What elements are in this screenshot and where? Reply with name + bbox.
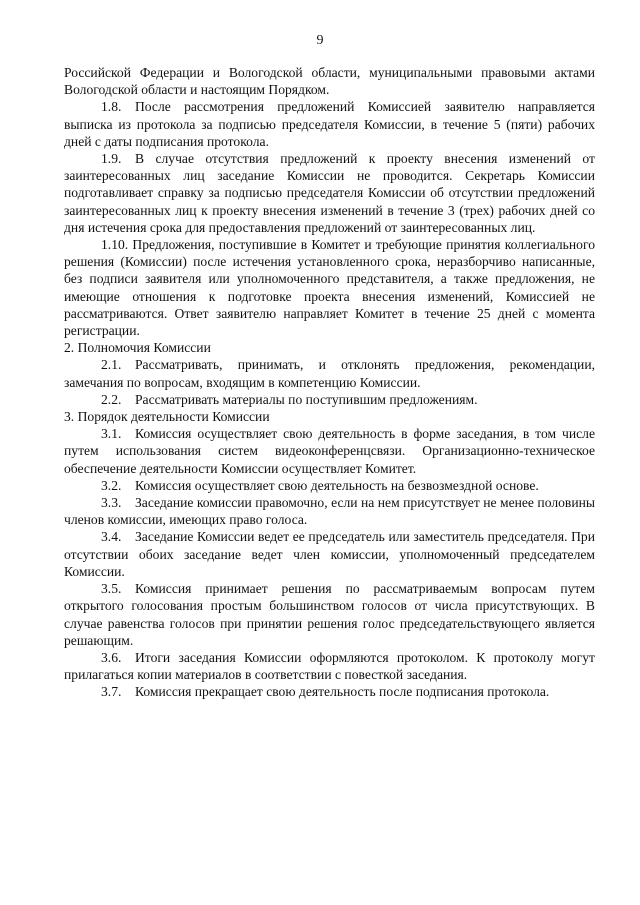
clause-1-9: 1.9. В случае отсутствия предложений к проекту внесения изменений от заинтересованных лиц заседание Комиссии не проводится. Секретарь Комиссии подготавливает справку за подписью председателя Комиссии об отсутствии предложений заинтересованных лиц к проекту внесения изменений в течение 3 (трех) рабочих дней со дня истечения срока для предоставления предложений от заинтересованных лиц. — [64, 151, 595, 235]
intro-paragraph: Российской Федерации и Вологодской области, муниципальными правовыми актами Вологодской области и настоящим Порядком. — [64, 65, 595, 98]
clause-2-2: 2.2. Рассматривать материалы по поступившим предложениям. — [101, 391, 478, 407]
clause-2-1: 2.1. Рассматривать, принимать, и отклонять предложения, рекомендации, замечания по вопросам, входящим в компетенцию Комиссии. — [64, 357, 595, 390]
document-body — [64, 64, 595, 701]
section-3-heading: 3. Порядок деятельности Комиссии — [64, 409, 270, 425]
clause-3-3: 3.3. Заседание комиссии правомочно, если на нем присутствует не менее половины членов комиссии, имеющих право голоса. — [64, 495, 595, 528]
clause-3-7: 3.7. Комиссия прекращает свою деятельность после подписания протокола. — [101, 684, 550, 700]
clause-1-10: 1.10. Предложения, поступившие в Комитет и требующие принятия коллегиального решения (Комиссии) после истечения установленного срока, неразборчиво написанные, без подписи заявителя или уполномоченного представителя, а также предложения, не имеющие отношения к подготовке проекта внесения изменений, Комиссией не рассматриваются. Ответ заявителю направляет Комитет в течение 25 дней с момента регистрации. — [64, 237, 595, 339]
clause-3-5: 3.5. Комиссия принимает решения по рассматриваемым вопросам путем открытого голосования простым большинством голосов от числа присутствующих. В случае равенства голосов при принятии решения голос председательствующего является решающим. — [64, 581, 595, 648]
page-number: 9 — [316, 33, 324, 48]
clause-1-8: 1.8. После рассмотрения предложений Комиссией заявителю направляется выписка из протокола за подписью председателя Комиссии, в течение 5 (пяти) рабочих дней с даты подписания протокола. — [64, 99, 595, 149]
clause-3-4: 3.4. Заседание Комиссии ведет ее председатель или заместитель председателя. При отсутствии обоих заседание ведет член комиссии, уполномоченный председателем Комиссии. — [64, 529, 595, 579]
clause-3-6: 3.6. Итоги заседания Комиссии оформляются протоколом. К протоколу могут прилагаться копии материалов в соответствии с повесткой заседания. — [64, 649, 595, 683]
clause-3-1: 3.1. Комиссия осуществляет свою деятельность в форме заседания, в том числе путем использования систем видеоконференцсвязи. Организационно-техническое обеспечение деятельности Комиссии осуществляет Комитет. — [64, 426, 595, 476]
section-2-heading: 2. Полномочия Комиссии — [64, 340, 211, 356]
clause-3-2: 3.2. Комиссия осуществляет свою деятельность на безвозмездной основе. — [101, 477, 539, 493]
